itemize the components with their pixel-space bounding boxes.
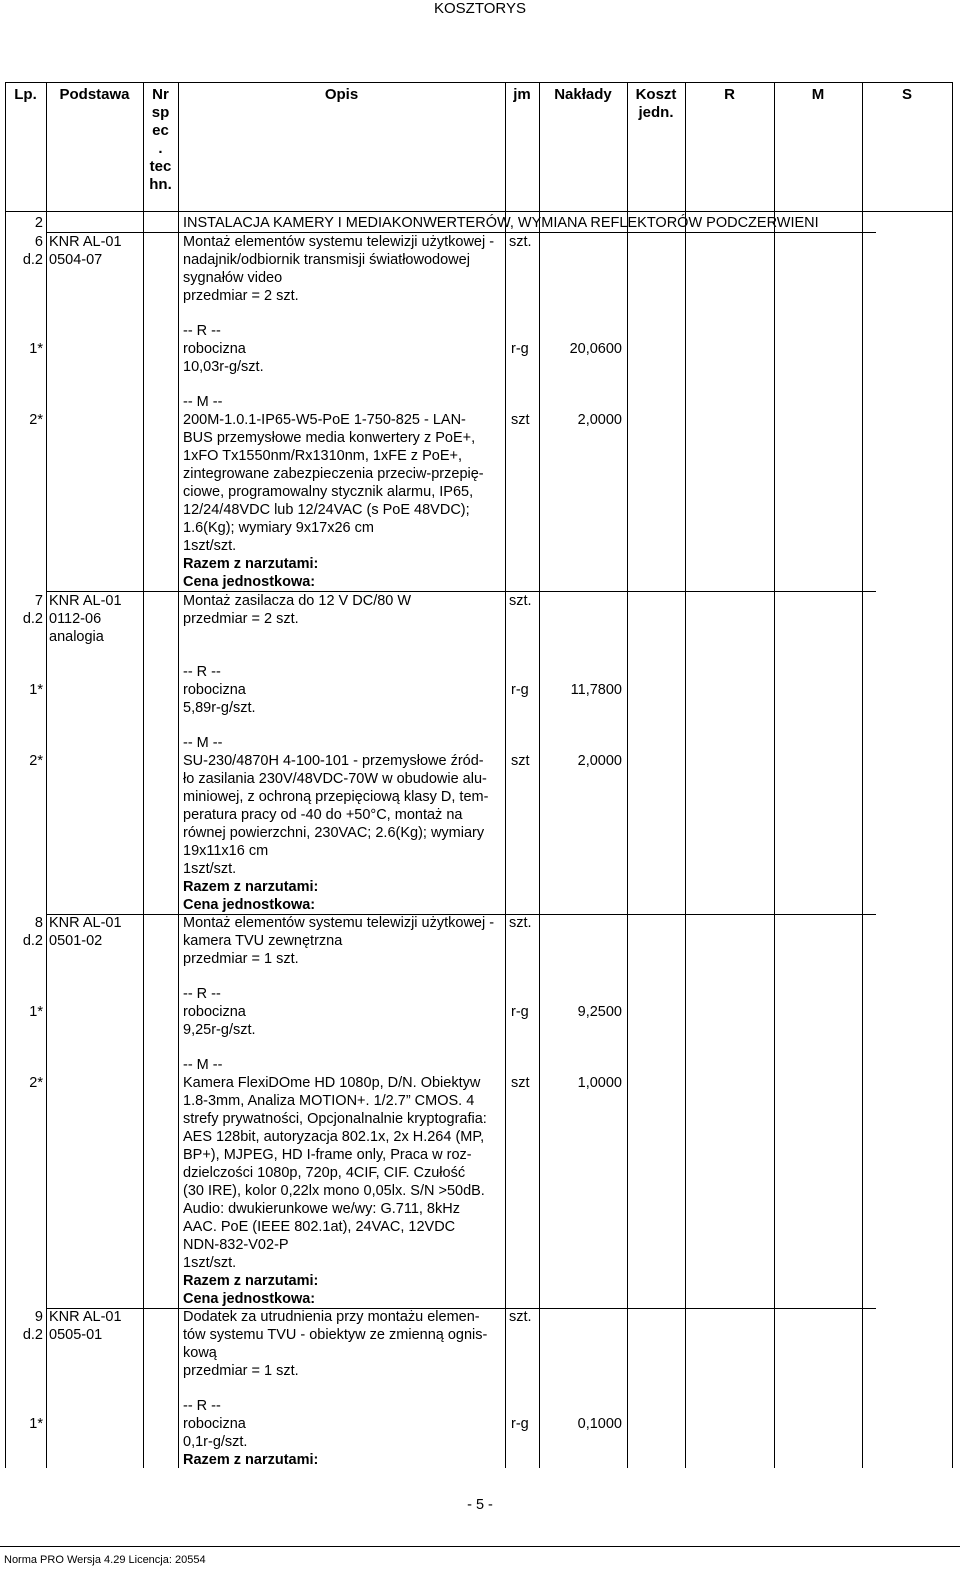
material-quantity: 2,0000	[577, 412, 622, 428]
unit-price-label: Cena jednostkowa:	[183, 574, 316, 590]
material-block: -- M -- SU-230/4870H 4-100-101 - przemysłowe źród- ło zasilania 230V/48VDC-70W w obudowie alu- miniowej, z ochroną przepięciową klasy D, tem- peratura pracy od -40 do +50°C, montaż na równej powierzchni, 230VAC; 2.6(Kg); wymiary 19x11x16 cm 1szt/szt.	[183, 735, 489, 877]
table-right-border	[952, 82, 953, 1468]
material-index: 2*	[29, 753, 43, 769]
labor-unit: r-g	[511, 341, 529, 357]
labor-block: -- R -- robocizna 5,89r-g/szt.	[183, 664, 256, 716]
col-divider-m	[862, 82, 863, 1468]
header-m: M	[811, 86, 825, 103]
labor-unit: r-g	[511, 682, 529, 698]
col-divider-naklady	[627, 82, 628, 1468]
page-title: KOSZTORYS	[434, 0, 526, 17]
material-index: 2*	[29, 1075, 43, 1091]
material-block: -- M -- 200M-1.0.1-IP65-W5-PoE 1-750-825 - LAN- BUS przemysłowe media konwertery z PoE+, 1xFO Tx1550nm/Rx1310nm, 1xFE z PoE+, zintegrowane zabezpieczenia przeciw-przepię- ciowe, programowalny stycznik alarmu, IP65, 12/24/48VDC lub 12/24VAC (s PoE 48VDC); 1.6(Kg); wymiary 9x17x26 cm 1szt/szt.	[183, 394, 484, 554]
position-podstawa: KNR AL-01 0112-06 analogia	[49, 593, 122, 645]
labor-unit: r-g	[511, 1004, 529, 1020]
labor-quantity: 20,0600	[569, 341, 622, 357]
footer-rule	[0, 1546, 960, 1547]
header-naklady: Nakłady	[554, 86, 612, 103]
labor-quantity: 9,2500	[577, 1004, 622, 1020]
position-lp: 8 d.2	[22, 915, 43, 949]
col-divider-opis	[505, 82, 506, 1468]
unit-price-label: Cena jednostkowa:	[183, 897, 316, 913]
total-with-overhead-label: Razem z narzutami:	[183, 879, 319, 895]
material-block: -- M -- Kamera FlexiDOme HD 1080p, D/N. Obiektyw 1.8-3mm, Analiza MOTION+. 1/2.7” CMOS. 4 strefy prywatności, Opcjonalnalnie kryptografia: AES 128bit, autoryzacja 802.1x, 2x H.264 (MP, BP+), MJPEG, HD I-frame only, Praca w roz- dzielczości 1080p, 720p, 4CIF, CIF. Czułość (30 IRE), kolor 0,22lx mono 0,05lx. S/N >50dB. Audio: dwukierunkowe we/wy: G.711, 8kHz AAC. PoE (IEEE 802.1at), 24VAC, 12VDC NDN-832-V02-P 1szt/szt.	[183, 1057, 487, 1271]
header-r: R	[724, 86, 735, 103]
labor-unit: r-g	[511, 1416, 529, 1432]
header-lp: Lp.	[14, 86, 37, 103]
table-left-border	[5, 82, 6, 1468]
material-quantity: 2,0000	[577, 753, 622, 769]
total-with-overhead-label: Razem z narzutami:	[183, 1273, 319, 1289]
material-unit: szt	[511, 412, 530, 428]
total-with-overhead-label: Razem z narzutami:	[183, 556, 319, 572]
header-bottom-border	[5, 211, 953, 212]
position-separator	[46, 591, 876, 592]
labor-index: 1*	[29, 1416, 43, 1432]
position-lp: 6 d.2	[22, 234, 43, 268]
col-divider-koszt	[685, 82, 686, 1468]
material-quantity: 1,0000	[577, 1075, 622, 1091]
labor-block: -- R -- robocizna 9,25r-g/szt.	[183, 986, 256, 1038]
material-unit: szt	[511, 1075, 530, 1091]
header-jm: jm	[513, 86, 531, 103]
col-divider-podstawa	[143, 82, 144, 1468]
labor-block: -- R -- robocizna 0,1r-g/szt.	[183, 1398, 248, 1450]
position-podstawa: KNR AL-01 0501-02	[49, 915, 122, 949]
position-podstawa: KNR AL-01 0505-01	[49, 1309, 122, 1343]
position-lp: 7 d.2	[22, 593, 43, 627]
labor-block: -- R -- robocizna 10,03r-g/szt.	[183, 323, 264, 375]
position-unit: szt.	[509, 1309, 532, 1325]
position-description: Montaż elementów systemu telewizji użytkowej - kamera TVU zewnętrzna przedmiar = 1 szt.	[183, 915, 495, 967]
position-unit: szt.	[509, 593, 532, 609]
position-unit: szt.	[509, 915, 532, 931]
col-divider-nr	[178, 82, 179, 1468]
labor-index: 1*	[29, 341, 43, 357]
position-description: Dodatek za utrudnienia przy montażu elemen- tów systemu TVU - obiektyw ze zmienną ognis- kową przedmiar = 1 szt.	[183, 1309, 488, 1379]
header-opis: Opis	[324, 86, 359, 103]
material-unit: szt	[511, 753, 530, 769]
material-index: 2*	[29, 412, 43, 428]
labor-index: 1*	[29, 1004, 43, 1020]
col-divider-r	[774, 82, 775, 1468]
total-with-overhead-label: Razem z narzutami:	[183, 1452, 319, 1468]
section-number: 2	[34, 215, 43, 231]
header-koszt: Koszt jedn.	[635, 86, 677, 121]
labor-quantity: 11,7800	[570, 682, 622, 698]
header-podstawa: Podstawa	[59, 86, 130, 103]
header-nr: Nr sp ec . tec hn.	[149, 86, 172, 193]
position-podstawa: KNR AL-01 0504-07	[49, 234, 122, 268]
col-divider-lp	[46, 82, 47, 1468]
position-description: Montaż elementów systemu telewizji użytkowej - nadajnik/odbiornik transmisji światłowodowej sygnałów video przedmiar = 2 szt.	[183, 234, 495, 304]
position-lp: 9 d.2	[22, 1309, 43, 1343]
position-description: Montaż zasilacza do 12 V DC/80 W przedmiar = 2 szt.	[183, 593, 412, 627]
unit-price-label: Cena jednostkowa:	[183, 1291, 316, 1307]
page-number: - 5 -	[467, 1497, 493, 1513]
table-top-border	[5, 82, 953, 83]
col-divider-jm	[539, 82, 540, 1468]
software-license-note: Norma PRO Wersja 4.29 Licencja: 20554	[4, 1554, 206, 1566]
header-s: S	[901, 86, 912, 103]
position-unit: szt.	[509, 234, 532, 250]
labor-index: 1*	[29, 682, 43, 698]
labor-quantity: 0,1000	[577, 1416, 622, 1432]
section-title: INSTALACJA KAMERY I MEDIAKONWERTERÓW, WYMIANA REFLEKTORÓW PODCZERWIENI	[183, 215, 819, 231]
